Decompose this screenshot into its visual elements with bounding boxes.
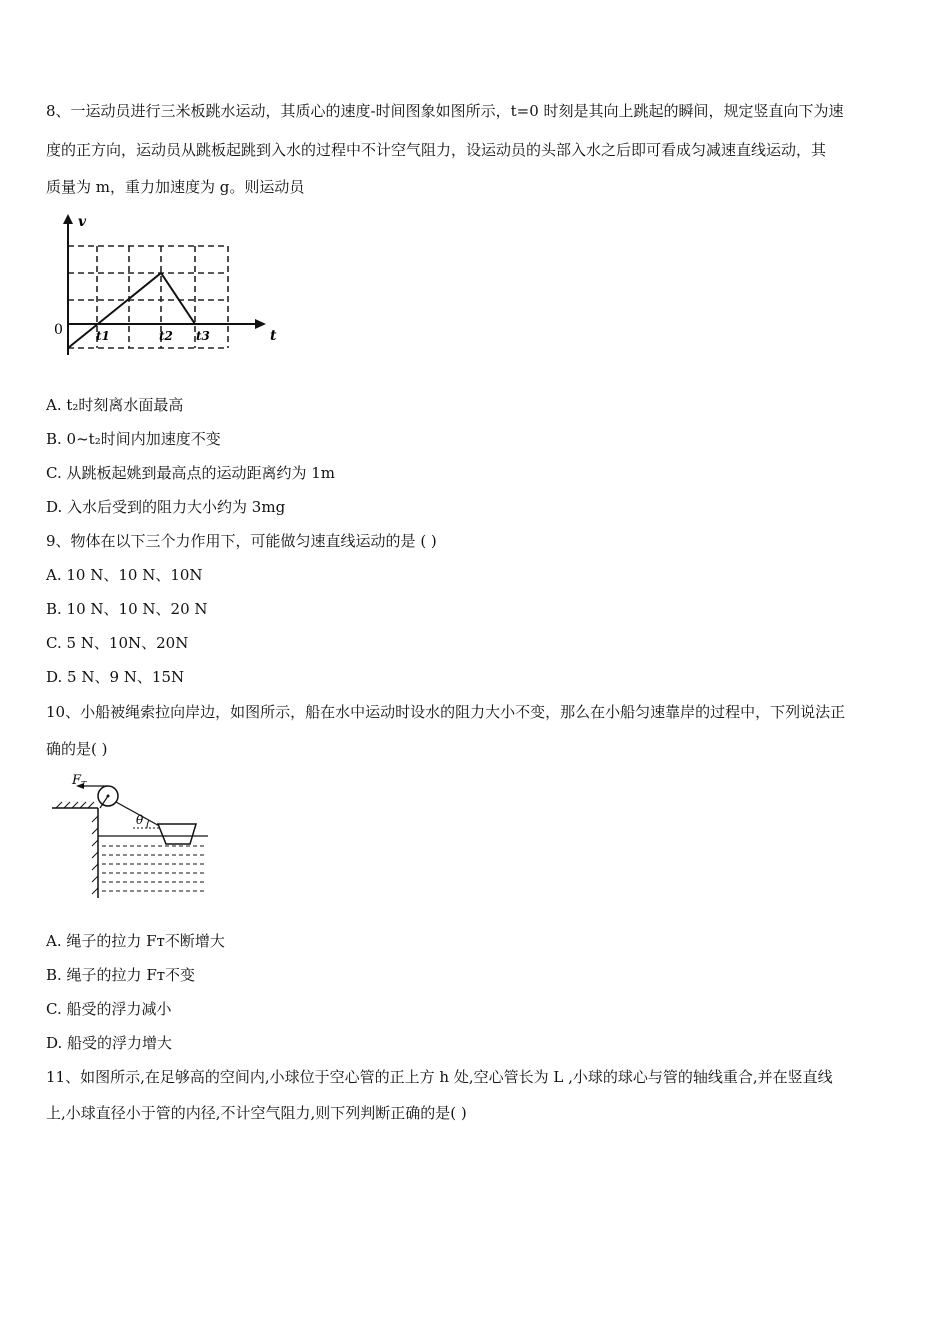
q8-text-line-2: 度的正方向，运动员从跳板起跳到入水的过程中不计空气阻力，设运动员的头部入水之后即可看成匀减速直线运动，其 — [46, 141, 827, 159]
q9-text: 9、物体在以下三个力作用下，可能做匀速直线运动的是 ( ) — [46, 532, 437, 550]
q10-option-a: A. 绳子的拉力 Fᴛ不断增大 — [46, 932, 225, 950]
t-axis-arrow-icon — [255, 319, 266, 329]
q9-option-b: B. 10 N、10 N、20 N — [46, 600, 208, 618]
boat — [158, 824, 196, 844]
q10-option-d: D. 船受的浮力增大 — [46, 1034, 173, 1052]
q8-option-d: D. 入水后受到的阻力大小约为 3mg — [46, 498, 286, 516]
t3-label: t3 — [196, 329, 210, 343]
q9-option-d: D. 5 N、9 N、15N — [46, 668, 185, 686]
velocity-line — [68, 273, 195, 348]
q8-text-line-1: 8、一运动员进行三米板跳水运动，其质心的速度-时间图象如图所示，t=0 时刻是其向上跳起的瞬间，规定竖直向下为速 — [46, 102, 844, 120]
q10-option-b: B. 绳子的拉力 Fᴛ不变 — [46, 966, 196, 984]
q11-text-line-1: 11、如图所示,在足够高的空间内,小球位于空心管的正上方 h 处,空心管长为 L ,小球的球心与管的轴线重合,并在竖直线 — [46, 1068, 833, 1086]
velocity-time-graph — [50, 210, 290, 370]
t-axis-label: t — [270, 328, 277, 344]
q9-option-a: A. 10 N、10 N、10N — [46, 566, 203, 584]
q8-text-line-3: 质量为 m，重力加速度为 g。则运动员 — [46, 178, 305, 196]
q11-text-line-2: 上,小球直径小于管的内径,不计空气阻力,则下列判断正确的是( ) — [46, 1104, 467, 1122]
q10-text-line-1: 10、小船被绳索拉向岸边，如图所示，船在水中运动时设水的阻力大小不变，那么在小船匀速靠岸的过程中，下列说法正 — [46, 703, 846, 721]
t1-label: t1 — [96, 329, 110, 343]
q9-option-c: C. 5 N、10N、20N — [46, 634, 189, 652]
q10-option-c: C. 船受的浮力减小 — [46, 1000, 172, 1018]
v-axis-label: v — [78, 214, 87, 230]
q8-option-c: C. 从跳板起姚到最高点的运动距离约为 1m — [46, 464, 336, 482]
angle-label: θ — [136, 813, 144, 827]
t2-label: t2 — [159, 329, 173, 343]
q8-option-a: A. t₂时刻离水面最高 — [46, 396, 184, 414]
q10-text-line-2: 确的是( ) — [46, 740, 108, 758]
origin-label: 0 — [54, 322, 63, 338]
v-axis-arrow-icon — [63, 214, 73, 224]
boat-pulley-figure — [50, 772, 220, 902]
force-label: $F_T$ — [72, 773, 87, 789]
q8-option-b: B. 0~t₂时间内加速度不变 — [46, 430, 221, 448]
